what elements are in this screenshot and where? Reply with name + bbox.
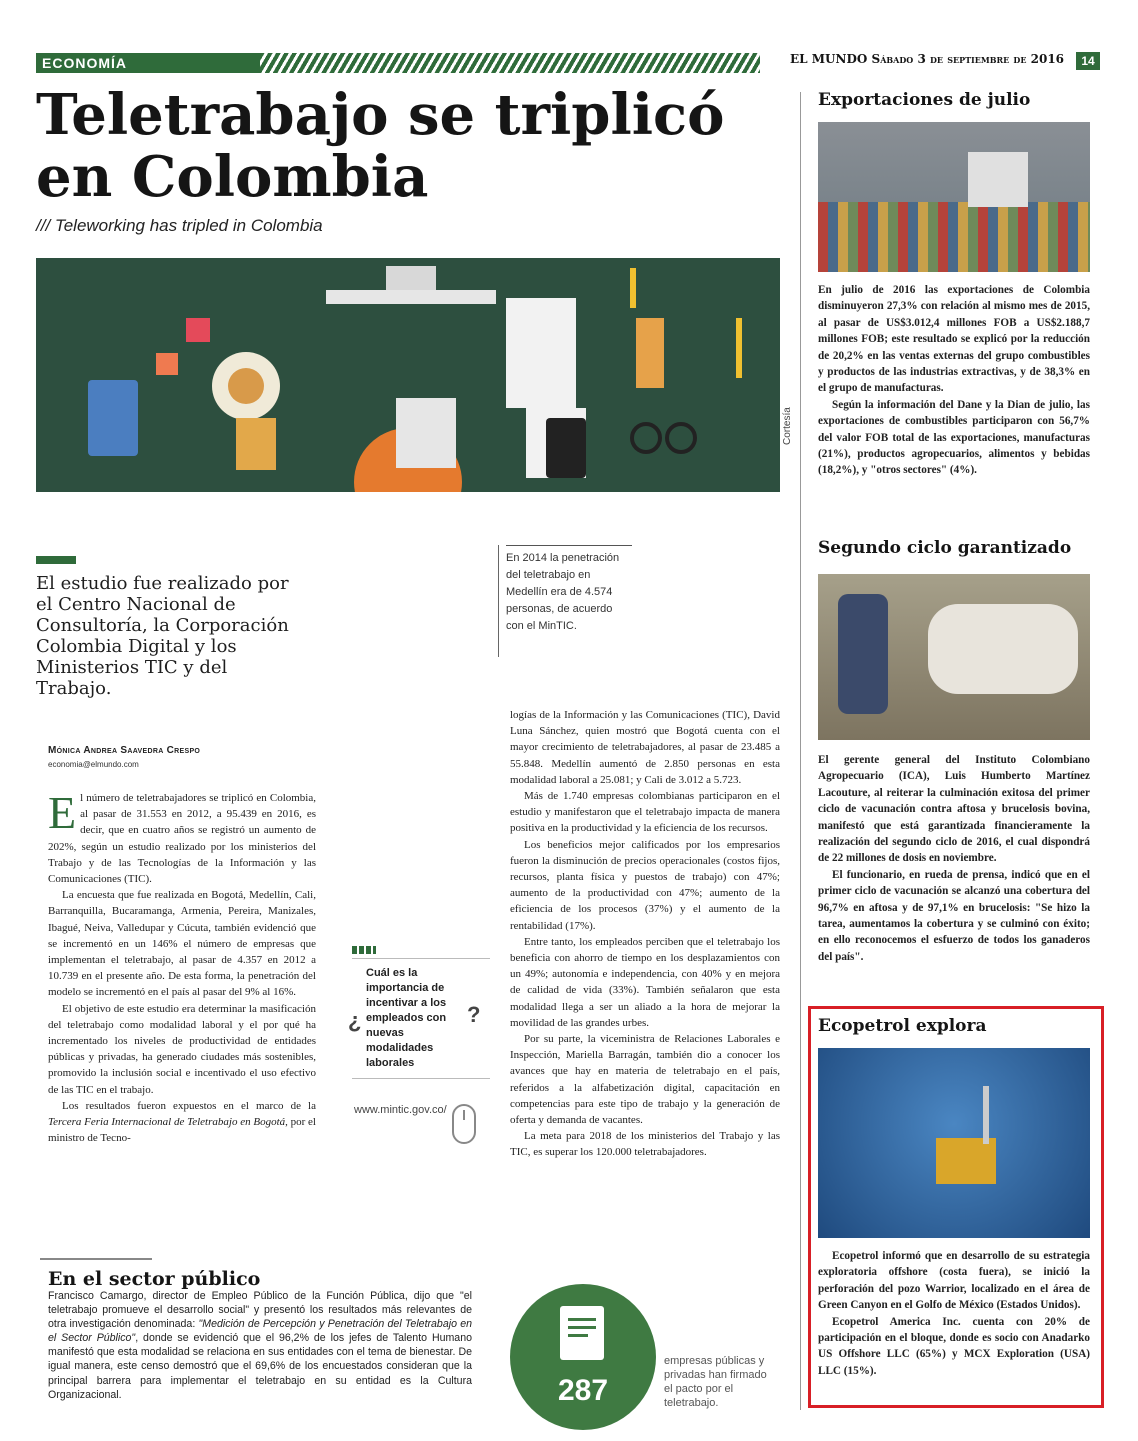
mintic-link[interactable]: www.mintic.gov.co/ bbox=[354, 1104, 447, 1116]
question-bottom-rule bbox=[352, 1078, 490, 1079]
deck-text: El estudio fue realizado por el Centro Nacional de Consultoría, la Corporación Colombia Digital y los Ministerios TIC y del Trabajo. bbox=[36, 573, 289, 699]
desk-illustration bbox=[36, 258, 780, 492]
c2-paragraph-6: La meta para 2018 de los ministerios del Trabajo y las TIC, es superar los 120.000 teletrabajadores. bbox=[510, 1130, 780, 1159]
cattle-vaccination-photo bbox=[818, 574, 1090, 740]
section-bar bbox=[36, 53, 760, 73]
public-sector-title: En el sector público bbox=[48, 1268, 261, 1290]
page-number: 14 bbox=[1076, 52, 1100, 70]
drop-cap: E bbox=[48, 787, 77, 838]
ecopetrol-p1: Ecopetrol informó que en desarrollo de su estrategia exploratoria offshore (costa fuera), se inició la perforación del pozo Warrior, localizado en el área de Green Canyon en el Golfo de México (Estados Unidos). bbox=[818, 1250, 1090, 1312]
deck-marker bbox=[36, 556, 76, 564]
desk-illustration-svg bbox=[36, 258, 780, 492]
caption-top-rule bbox=[506, 545, 632, 546]
question-open-mark: ¿ bbox=[348, 1008, 362, 1033]
c2-paragraph-5: Por su parte, la viceministra de Relaciones Laborales e Inspección, Mariella Barragán, también dio a conocer los avances que hay en materia de teletrabajo en el país, referidos a la alfabetización digital, capacitación en competencias para este tipo de trabajo y la generación de oferta y demanda de vacantes. bbox=[510, 1033, 780, 1127]
container-ship-photo bbox=[818, 122, 1090, 272]
question-text: Cuál es la importancia de incentivar a los empleados con nuevas modalidades laborales bbox=[366, 967, 447, 1069]
c2-paragraph-1: logías de la Información y las Comunicaciones (TIC), David Luna Sánchez, quien mostró que Bogotá cuenta con el mayor crecimiento de teletrabajadores, al pasar de 23.485 a 55.848. Medellín aumentó de 2.850 personas en esta modalidad laboral a 25.081; y Cali de 3.012 a 5.723. bbox=[510, 709, 780, 786]
mouse-icon bbox=[452, 1104, 476, 1144]
right-column-rule bbox=[800, 92, 801, 1410]
question-marker bbox=[352, 946, 376, 954]
ecopetrol-text bbox=[818, 1248, 1090, 1379]
public-sector-text-b: , donde se evidenció que el 96,2% de los jefes de Talento Humano manifestó que esta modalidad se relaciona en sus entidades con el tema de bienestar. De igual manera, este censo demostró que el 69,6% de los encuestados consideran que la principal barrera para implementar el teletrabajo en su entidad es la Cultura Organizacional. bbox=[48, 1332, 472, 1401]
exports-title: Exportaciones de julio bbox=[818, 90, 1031, 110]
byline-email: economia@elmundo.com bbox=[48, 760, 139, 769]
headline: Teletrabajo se triplicó en Colombia bbox=[36, 82, 725, 210]
subhead: /// Teleworking has tripled in Colombia bbox=[36, 216, 323, 235]
exports-p1: En julio de 2016 las exportaciones de Colombia disminuyeron 27,3% con relación al mismo mes de 2015, al pasar de US$3.012,4 millones FOB a US$2.188,7 millones FOB; este resultado se explicó por la reducción de 20,2% en las ventas externas del grupo combustibles y productos de las industrias extractivas, y de 38,3% en el grupo de manufacturas. bbox=[818, 284, 1090, 395]
offshore-rig-photo bbox=[818, 1048, 1090, 1238]
image-caption: En 2014 la penetración del teletrabajo en Medellín era de 4.574 personas, de acuerdo con el MinTIC. bbox=[506, 552, 620, 632]
paragraph-1-text: l número de teletrabajadores se triplicó en Colombia, al pasar de 31.553 en 2012, a 95.439 en 2016, es decir, que en cuatro años se registró un aumento de 202%, según un estudio realizado por los ministerios del Trabajo y de las Tecnologías de la Información y las Comunicaciones (TIC). bbox=[48, 792, 316, 886]
c2-paragraph-2: Más de 1.740 empresas colombianas participaron en el estudio y manifestaron que el teletrabajo impacta de manera positiva en la productividad y la eficiencia de los recursos. bbox=[510, 790, 780, 835]
public-sector-text-a: Francisco Camargo, director de Empleo Público de la Función Pública, dijo que "el teletrabajo promueve el desarrollo social" y presentó los resultados más relevantes de otra investigación denominada: bbox=[48, 1290, 472, 1331]
paragraph-4 bbox=[48, 1098, 316, 1147]
c2-paragraph-4: Entre tanto, los empleados perciben que el teletrabajo los beneficia con ahorro de tiempo en los desplazamientos con un 49%; autonomía e independencia, con 40% y en mejora de calidad de vida (33%). También señalaron que esta modalidad llega a ser un aliado a la hora de mejorar la movilidad de las grandes urbes. bbox=[510, 935, 780, 1029]
ecopetrol-title: Ecopetrol explora bbox=[818, 1016, 987, 1036]
ecopetrol-p2: Ecopetrol America Inc. cuenta con 20% de participación en el bloque, donde es socio con Anadarko US Offshore LLC (65%) y MCX Exploration (USA) LLC (15%). bbox=[818, 1315, 1090, 1377]
document-icon bbox=[560, 1306, 604, 1360]
paper-name: EL MUNDO bbox=[790, 52, 868, 66]
issue-date: Sábado 3 de septiembre de 2016 bbox=[871, 52, 1065, 66]
exports-p2: Según la información del Dane y la Dian de julio, las exportaciones de combustibles participaron con 56,7% del valor FOB total de las exportaciones, manufacturas (21%), productos agropecuarios, alimentos y bebidas (18,2%), y "otros sectores" (4%). bbox=[818, 398, 1090, 477]
byline-author: Mónica Andrea Saavedra Crespo bbox=[48, 745, 201, 756]
study-name: "Medición de Percepción y Penetración del Teletrabajo en el Sector Público" bbox=[48, 1318, 472, 1345]
question-close-mark: ? bbox=[467, 1002, 481, 1027]
paragraph-1 bbox=[48, 787, 316, 887]
article-column-2 bbox=[510, 707, 780, 1161]
exports-text bbox=[818, 282, 1090, 479]
stat-label: empresas públicas y privadas han firmado el pacto por el teletrabajo. bbox=[664, 1355, 767, 1409]
article-column-1 bbox=[48, 787, 316, 1146]
image-credit: Cortesía bbox=[782, 407, 793, 445]
section-bar-hatch bbox=[260, 53, 760, 73]
masthead bbox=[790, 52, 1064, 66]
c2-paragraph-3: Los beneficios mejor calificados por los empresarios fueron la disminución de precios operacionales (costos fijos, recursos, planta física y puestos de trabajo) con 47%; aumento de la productividad con 47%; aumento de la eficiencia de los procesos (37%) y el aumento de la rentabilidad (17%). bbox=[510, 838, 780, 932]
vaccination-title: Segundo ciclo garantizado bbox=[818, 538, 1072, 558]
vaccination-p2: El funcionario, en rueda de prensa, indicó que en el primer ciclo de vacunación se alcanzó una cobertura del 96,7% en aftosa y de 97,1% en brucelosis: "Se hizo la tarea, aumentamos la cobertura y se culminó con éxito; en ello reconocemos el esfuerzo de todos los ganaderos del país". bbox=[818, 868, 1090, 963]
vaccination-text bbox=[818, 752, 1090, 965]
vaccination-p1: El gerente general del Instituto Colombiano Agropecuario (ICA), Luis Humberto Martínez Lacouture, al reiterar la culminación exitosa del primer ciclo de vacunación contra aftosa y brucelosis bovina, manifestó que está garantizada financieramente la realización del segundo ciclo de 2016, el cual dispondrá de 22 millones de dosis en noviembre. bbox=[818, 754, 1090, 865]
question-top-rule bbox=[352, 958, 490, 959]
paragraph-2: La encuesta que fue realizada en Bogotá, Medellín, Cali, Barranquilla, Bucaramanga, Armenia, Pereira, Manizales, Ibagué, Neiva, Valledupar y Cúcuta, también evidenció que se incrementó en un 146% el número de empresas que implementan el teletrabajo, al pasar de 4.357 en 2012 a 10.739 en el presente año. De esta forma, la penetración del modelo se incrementó en el país al pasar del 9% al 16%. bbox=[48, 889, 316, 999]
caption-rule bbox=[498, 545, 499, 657]
paragraph-4-a: Los resultados fueron expuestos en el marco de la bbox=[62, 1099, 316, 1112]
paragraph-3: El objetivo de este estudio era determinar la masificación del teletrabajo como modalidad laboral y el por qué ha incrementado los niveles de productividad de entidades públicas y privadas, ha generado ciudades más sostenibles, promovido la inclusión social e incentivado el uso efectivo de las TIC en el trabajo. bbox=[48, 1002, 316, 1096]
pencil-divider bbox=[40, 1258, 152, 1260]
stat-number: 287 bbox=[557, 1374, 609, 1407]
public-sector-text bbox=[48, 1289, 472, 1402]
paragraph-4-b: , por el ministro de Tecno- bbox=[48, 1116, 316, 1145]
section-label: ECONOMÍA bbox=[42, 55, 127, 71]
fair-name: Tercera Feria Internacional de Teletrabajo en Bogotá bbox=[48, 1116, 286, 1129]
